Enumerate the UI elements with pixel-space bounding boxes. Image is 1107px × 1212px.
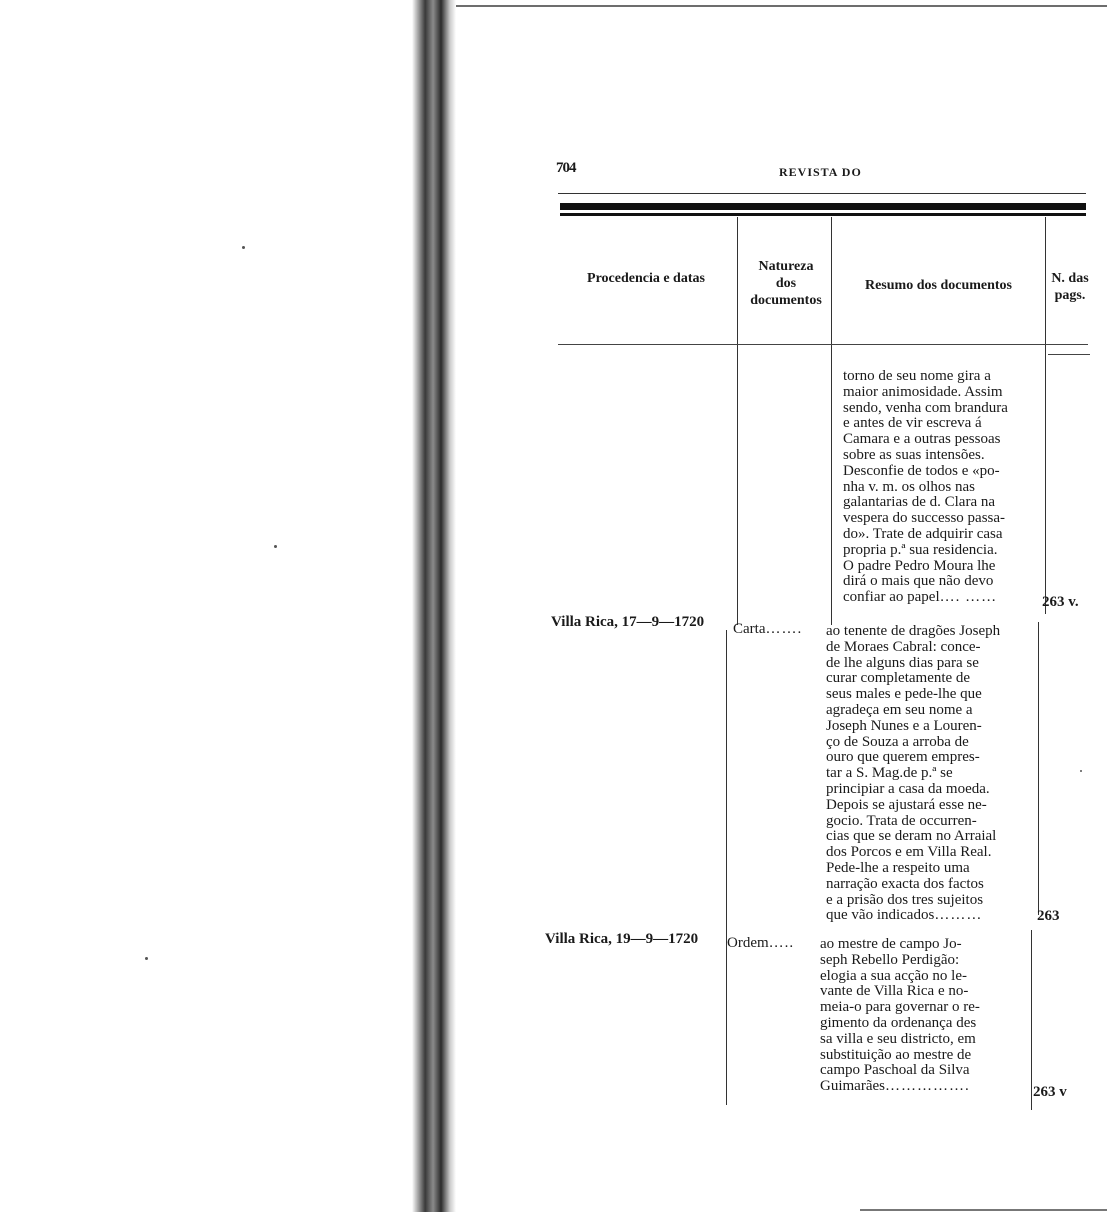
column-divider xyxy=(831,217,832,625)
table-row-3-page: 263 v xyxy=(1033,1084,1067,1100)
column-divider xyxy=(737,217,738,625)
scan-speck xyxy=(274,545,277,548)
table-row-1-summary: torno de seu nome gira a maior animosidade. Assim sendo, venha com brandura e antes de vir escreva á Camara e a outras pessoas sobre as suas intensões. Desconfie de todos e «po- nha v. m. os olhos nas galantarias de d. Clara na vespera do successo passa- do». Trate de adquirir casa propria p.ª sua residencia. O padre Pedro Moura lhe dirá o mais que não devo confiar ao papel…. …… xyxy=(843,368,1008,606)
column-header-pags: N. das pags. xyxy=(1051,271,1089,303)
column-header-resumo: Resumo dos documentos xyxy=(864,278,1012,293)
table-row-3-natureza: Ordem….. xyxy=(727,935,795,951)
table-row-2-procedencia: Villa Rica, 17—9—1720 xyxy=(551,614,705,630)
table-row-2-page: 263 xyxy=(1037,908,1060,924)
column-divider xyxy=(726,630,727,1105)
dot-leader: ….. xyxy=(768,935,795,951)
table-row-2-summary: ao tenente de dragões Joseph de Moraes Cabral: conce- de lhe alguns dias para se curar completamente de seus males e pede-lhe que agradeça em seu nome a Joseph Nunes e a Louren- ço de Souza a arroba de ouro que querem empres- tar a S. Mag.de p.ª se principiar a casa da moeda. Depois se ajustará esse ne- gocio. Trata de occurren- cias que se deram no Arraial dos Porcos e em Villa Real. Pede-lhe a respeito uma narração exacta dos factos e a prisão dos tres sujeitos que vão indicados……… xyxy=(826,623,1001,924)
scan-speck xyxy=(242,246,245,249)
column-header-procedencia: Procedencia e datas xyxy=(587,271,705,286)
scan-speck xyxy=(1080,770,1082,772)
page-bottom-edge xyxy=(860,1209,1107,1211)
table-top-rule xyxy=(560,203,1086,210)
table-header-rule xyxy=(558,344,1088,345)
column-divider xyxy=(1031,930,1032,1110)
book-spine-gutter xyxy=(412,0,456,1212)
table-row-3-procedencia: Villa Rica, 19—9—1720 xyxy=(545,931,699,947)
running-head: REVISTA DO xyxy=(779,165,862,179)
table-header-rule xyxy=(1048,354,1090,355)
dot-leader: …. …… xyxy=(939,589,998,606)
scan-speck xyxy=(145,957,148,960)
column-divider xyxy=(1038,622,1039,915)
column-header-natureza: Natureza dos documentos xyxy=(750,259,822,308)
dot-leader: ……… xyxy=(934,907,983,924)
header-rule xyxy=(558,193,1086,194)
table-row-3-summary: ao mestre de campo Jo- seph Rebello Perdigão: elogia a sua acção no le- vante de Villa Rica e no- meia-o para governar o re- gimento da ordenança des sa villa e seu districto, em substituição ao mestre de campo Paschoal da Silva Guimarães……………. xyxy=(820,936,980,1095)
table-row-2-natureza: Carta……. xyxy=(733,621,803,637)
page-number: 704 xyxy=(556,160,576,176)
table-row-1-page: 263 v. xyxy=(1042,594,1079,610)
page-top-edge xyxy=(456,5,1107,7)
dot-leader: ……. xyxy=(765,621,803,637)
dot-leader: ……………. xyxy=(884,1078,970,1095)
table-top-rule xyxy=(560,213,1086,216)
